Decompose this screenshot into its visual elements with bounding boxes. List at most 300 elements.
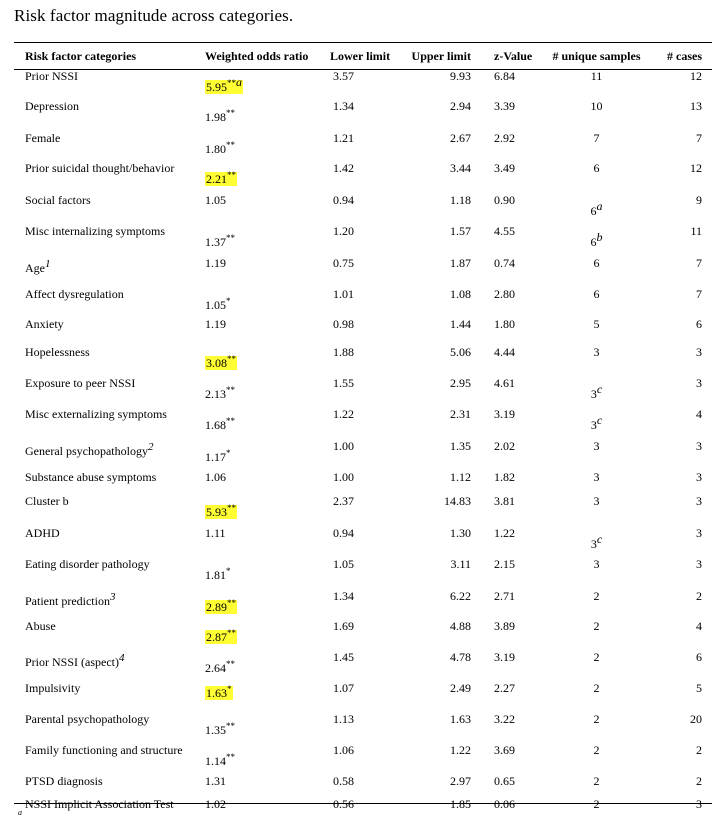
odds-ratio-cell xyxy=(194,681,319,712)
z-value-cell: 2.02 xyxy=(494,439,515,453)
cases-cell: 4 xyxy=(696,407,702,421)
unique-samples-value: 2 xyxy=(593,650,600,664)
cell-value-wrap xyxy=(25,69,78,83)
cell-value-wrap xyxy=(25,193,91,207)
cell-value-wrap xyxy=(205,797,226,811)
cell-value-wrap xyxy=(25,774,103,788)
odds-ratio-cell xyxy=(194,69,319,99)
unique-samples-cell xyxy=(539,557,654,589)
category-footnote-mark: 1 xyxy=(45,258,51,270)
upper-limit-cell: 3.11 xyxy=(450,557,471,571)
table-row xyxy=(14,256,712,287)
odds-ratio-value: 2.13 xyxy=(205,387,226,401)
odds-ratio-value-group xyxy=(205,797,226,811)
odds-ratio-cell xyxy=(194,797,319,822)
lower-limit-cell: 1.42 xyxy=(333,161,354,175)
lower-limit-cell: 1.05 xyxy=(333,557,354,571)
category-label: Prior suicidal thought/behavior xyxy=(25,161,175,175)
lower-limit-cell: 1.34 xyxy=(333,99,354,113)
table-row xyxy=(14,774,712,797)
category-cell xyxy=(14,376,194,407)
unique-samples-cell xyxy=(539,69,654,99)
table-row xyxy=(14,470,712,494)
table-row xyxy=(14,681,712,712)
cases-cell: 12 xyxy=(690,161,702,175)
cell-value-wrap xyxy=(25,317,64,331)
category-label: General psychopathology xyxy=(25,444,148,458)
cases-cell: 20 xyxy=(690,712,702,726)
upper-limit-cell: 1.22 xyxy=(450,743,471,757)
cell-value-wrap xyxy=(25,131,60,145)
highlighted-odds-ratio xyxy=(205,630,237,644)
table-row xyxy=(14,712,712,743)
upper-limit-cell: 2.67 xyxy=(450,131,471,145)
samples-footnote-mark: c xyxy=(596,382,603,396)
lower-limit-cell: 1.06 xyxy=(333,743,354,757)
category-cell xyxy=(14,407,194,439)
lower-limit-cell: 0.98 xyxy=(333,317,354,331)
odds-ratio-cell xyxy=(194,131,319,161)
odds-ratio-value-group xyxy=(205,298,231,312)
unique-samples-cell xyxy=(539,317,654,345)
header-odds-ratio: Weighted odds ratio xyxy=(205,48,309,63)
cases-cell: 3 xyxy=(696,439,702,453)
category-cell xyxy=(14,69,194,99)
upper-limit-cell: 2.31 xyxy=(450,407,471,421)
significance-mark: ** xyxy=(227,598,236,608)
z-value-cell: 6.84 xyxy=(494,69,515,83)
cell-value-wrap xyxy=(594,619,600,633)
odds-ratio-cell xyxy=(194,774,319,797)
odds-ratio-value: 1.63 xyxy=(206,686,227,700)
risk-factor-table xyxy=(14,43,712,822)
header-z-value: z-Value xyxy=(494,48,533,63)
unique-samples-value: 2 xyxy=(593,712,600,726)
table-row xyxy=(14,287,712,317)
upper-limit-cell: 1.44 xyxy=(450,317,471,331)
odds-ratio-cell xyxy=(194,650,319,681)
unique-samples-cell xyxy=(539,439,654,470)
cell-value-wrap xyxy=(591,99,603,113)
lower-limit-cell: 1.07 xyxy=(333,681,354,695)
cell-value-wrap xyxy=(205,439,231,464)
odds-ratio-value: 5.93 xyxy=(206,505,227,519)
upper-limit-cell: 9.93 xyxy=(450,69,471,83)
cases-cell: 3 xyxy=(696,470,702,484)
table-row xyxy=(14,797,712,822)
table-row xyxy=(14,557,712,589)
odds-ratio-value: 1.68 xyxy=(205,418,226,432)
odds-ratio-value-group xyxy=(205,110,235,124)
cell-value-wrap xyxy=(205,317,226,331)
upper-limit-cell: 6.22 xyxy=(450,589,471,603)
unique-samples-cell xyxy=(539,193,654,224)
unique-samples-value: 10 xyxy=(590,99,603,113)
odds-ratio-value-group xyxy=(205,774,226,788)
table-row xyxy=(14,589,712,619)
upper-limit-cell: 1.57 xyxy=(450,224,471,238)
cell-value-wrap xyxy=(205,774,226,788)
cell-value-wrap xyxy=(205,287,231,312)
odds-ratio-value-group xyxy=(205,568,231,582)
table-row xyxy=(14,650,712,681)
cases-cell: 3 xyxy=(696,526,702,540)
samples-footnote-mark: b xyxy=(596,230,603,244)
cell-value-wrap xyxy=(25,681,80,695)
upper-limit-cell: 1.12 xyxy=(450,470,471,484)
odds-ratio-value-group xyxy=(205,235,235,249)
cell-value-wrap xyxy=(591,193,603,218)
unique-samples-cell xyxy=(539,407,654,439)
odds-ratio-cell xyxy=(194,193,319,224)
lower-limit-cell: 1.55 xyxy=(333,376,354,390)
lower-limit-cell: 0.94 xyxy=(333,526,354,540)
cell-value-wrap xyxy=(205,345,237,370)
odds-ratio-cell xyxy=(194,256,319,287)
unique-samples-cell xyxy=(539,589,654,619)
cases-cell: 6 xyxy=(696,317,702,331)
cell-value-wrap xyxy=(25,797,174,811)
cell-value-wrap xyxy=(594,131,600,145)
unique-samples-value: 2 xyxy=(593,797,600,811)
z-value-cell: 3.22 xyxy=(494,712,515,726)
odds-ratio-value: 1.14 xyxy=(205,754,226,768)
upper-limit-cell: 5.06 xyxy=(450,345,471,359)
category-cell xyxy=(14,131,194,161)
table-caption: Risk factor magnitude across categories. xyxy=(14,6,294,25)
highlighted-odds-ratio xyxy=(205,75,243,94)
highlighted-odds-ratio xyxy=(205,505,237,519)
odds-ratio-cell xyxy=(194,526,319,557)
significance-mark: ** xyxy=(227,170,236,180)
upper-limit-cell: 1.30 xyxy=(450,526,471,540)
cell-value-wrap xyxy=(594,287,600,301)
unique-samples-value: 6 xyxy=(593,161,600,175)
cell-value-wrap xyxy=(205,557,231,582)
unique-samples-cell xyxy=(539,712,654,743)
significance-mark: ** xyxy=(227,503,236,513)
unique-samples-cell xyxy=(539,256,654,287)
significance-mark: ** xyxy=(227,354,236,364)
category-label: Exposure to peer NSSI xyxy=(25,376,136,390)
category-footnote-mark: 2 xyxy=(147,441,154,453)
unique-samples-value: 3 xyxy=(590,418,597,432)
odds-ratio-value: 1.35 xyxy=(205,723,226,737)
odds-ratio-cell xyxy=(194,557,319,589)
z-value-cell: 3.39 xyxy=(494,99,515,113)
cell-value-wrap xyxy=(25,470,156,484)
cases-cell: 7 xyxy=(696,287,702,301)
odds-ratio-cell xyxy=(194,407,319,439)
cell-value-wrap xyxy=(25,589,115,608)
significance-mark: * xyxy=(226,566,231,576)
lower-limit-cell: 1.69 xyxy=(333,619,354,633)
unique-samples-value: 5 xyxy=(593,317,600,331)
category-label: Age xyxy=(25,261,45,275)
cell-value-wrap xyxy=(25,712,149,726)
cell-value-wrap xyxy=(594,774,600,788)
cell-value-wrap xyxy=(205,131,235,156)
odds-ratio-value: 1.31 xyxy=(205,774,226,788)
cell-value-wrap xyxy=(594,317,600,331)
odds-ratio-cell xyxy=(194,619,319,650)
unique-samples-cell xyxy=(539,650,654,681)
category-cell xyxy=(14,345,194,376)
odds-ratio-value: 1.19 xyxy=(205,256,226,270)
cell-value-wrap xyxy=(25,650,124,669)
cell-value-wrap xyxy=(591,407,602,432)
odds-ratio-cell xyxy=(194,712,319,743)
odds-ratio-cell xyxy=(194,287,319,317)
category-cell xyxy=(14,287,194,317)
odds-ratio-value: 2.89 xyxy=(206,600,227,614)
category-footnote-mark: 3 xyxy=(109,591,116,603)
category-cell xyxy=(14,526,194,557)
unique-samples-cell xyxy=(539,681,654,712)
category-label: Eating disorder pathology xyxy=(25,557,150,571)
odds-ratio-cell xyxy=(194,376,319,407)
z-value-cell: 1.82 xyxy=(494,470,515,484)
cell-value-wrap xyxy=(25,407,167,421)
upper-limit-cell: 1.35 xyxy=(450,439,471,453)
significance-mark: * xyxy=(226,296,231,306)
cases-cell: 3 xyxy=(696,345,702,359)
unique-samples-value: 3 xyxy=(593,557,600,571)
significance-mark: ** xyxy=(227,628,236,638)
unique-samples-cell xyxy=(539,161,654,193)
significance-mark: ** xyxy=(226,721,235,731)
upper-limit-cell: 14.83 xyxy=(444,494,471,508)
upper-limit-cell: 1.87 xyxy=(450,256,471,270)
cases-cell: 5 xyxy=(696,681,702,695)
odds-ratio-value-group xyxy=(205,723,235,737)
table-row xyxy=(14,345,712,376)
upper-limit-cell: 2.95 xyxy=(450,376,471,390)
cell-value-wrap xyxy=(205,161,237,186)
cell-value-wrap xyxy=(594,589,600,603)
odds-ratio-value-group xyxy=(205,450,231,464)
table-row xyxy=(14,439,712,470)
odds-ratio-cell xyxy=(194,99,319,131)
category-cell xyxy=(14,224,194,256)
cell-value-wrap xyxy=(25,345,90,359)
z-value-cell: 3.19 xyxy=(494,650,515,664)
upper-limit-cell: 1.08 xyxy=(450,287,471,301)
cell-value-wrap xyxy=(205,470,226,484)
unique-samples-value: 2 xyxy=(593,743,600,757)
highlighted-odds-ratio xyxy=(205,600,237,614)
cell-value-wrap xyxy=(205,193,226,207)
odds-ratio-value: 1.81 xyxy=(205,568,226,582)
odds-ratio-value: 2.64 xyxy=(205,661,226,675)
cell-value-wrap xyxy=(205,494,237,519)
cell-value-wrap xyxy=(594,494,600,508)
lower-limit-cell: 0.94 xyxy=(333,193,354,207)
upper-limit-cell: 2.97 xyxy=(450,774,471,788)
category-label: Social factors xyxy=(25,193,91,207)
category-label: Prior NSSI xyxy=(25,69,79,83)
cell-value-wrap xyxy=(594,650,600,664)
cell-value-wrap xyxy=(25,494,69,508)
category-label: Misc externalizing symptoms xyxy=(25,407,167,421)
samples-footnote-mark: c xyxy=(596,413,603,427)
cell-value-wrap xyxy=(591,376,602,401)
category-label: Misc internalizing symptoms xyxy=(25,224,165,238)
odds-ratio-value-group xyxy=(205,526,226,540)
odds-ratio-value: 1.37 xyxy=(205,235,226,249)
lower-limit-cell: 1.34 xyxy=(333,589,354,603)
table-header-row xyxy=(14,43,712,69)
odds-ratio-value-group xyxy=(205,317,226,331)
cell-value-wrap xyxy=(25,557,150,571)
odds-ratio-value: 1.17 xyxy=(205,450,226,464)
odds-ratio-cell xyxy=(194,470,319,494)
cell-value-wrap xyxy=(594,345,600,359)
cell-value-wrap xyxy=(25,619,56,633)
lower-limit-cell: 0.58 xyxy=(333,774,354,788)
upper-limit-cell: 4.78 xyxy=(450,650,471,664)
z-value-cell: 4.44 xyxy=(494,345,515,359)
cell-value-wrap xyxy=(594,743,600,757)
category-cell xyxy=(14,743,194,774)
odds-ratio-value: 1.98 xyxy=(205,110,226,124)
cell-value-wrap xyxy=(25,743,183,757)
cell-value-wrap xyxy=(205,256,226,270)
category-cell xyxy=(14,317,194,345)
z-value-cell: 4.55 xyxy=(494,224,515,238)
unique-samples-value: 11 xyxy=(590,69,603,83)
category-label: Cluster b xyxy=(25,494,69,508)
unique-samples-cell xyxy=(539,224,654,256)
lower-limit-cell: 1.00 xyxy=(333,439,354,453)
odds-ratio-value: 1.19 xyxy=(205,317,226,331)
cell-value-wrap xyxy=(594,681,600,695)
odds-ratio-cell xyxy=(194,494,319,526)
cell-value-wrap xyxy=(594,439,600,453)
z-value-cell: 0.74 xyxy=(494,256,515,270)
odds-ratio-value: 2.87 xyxy=(206,630,227,644)
cases-cell: 9 xyxy=(696,193,702,207)
odds-ratio-footnote-mark: a xyxy=(236,75,242,89)
odds-ratio-value: 1.02 xyxy=(205,797,226,811)
cell-value-wrap xyxy=(25,224,165,238)
odds-ratio-value-group xyxy=(205,754,235,768)
cell-value-wrap xyxy=(25,526,60,540)
category-cell xyxy=(14,797,194,822)
category-label: Family functioning and structure xyxy=(25,743,183,757)
unique-samples-value: 2 xyxy=(593,681,600,695)
cases-cell: 2 xyxy=(696,589,702,603)
unique-samples-cell xyxy=(539,376,654,407)
table-row xyxy=(14,619,712,650)
unique-samples-cell xyxy=(539,797,654,822)
odds-ratio-value-group xyxy=(205,418,235,432)
unique-samples-cell xyxy=(539,131,654,161)
cases-cell: 11 xyxy=(690,224,702,238)
header-unique-samples: # unique samples xyxy=(552,48,641,63)
cell-value-wrap xyxy=(205,407,235,432)
upper-limit-cell: 1.18 xyxy=(450,193,471,207)
odds-ratio-value: 5.95 xyxy=(206,80,227,94)
table-row xyxy=(14,526,712,557)
category-cell xyxy=(14,494,194,526)
category-label: Substance abuse symptoms xyxy=(25,470,157,484)
cell-value-wrap xyxy=(205,526,226,540)
cell-value-wrap xyxy=(25,99,79,113)
category-label: Abuse xyxy=(25,619,56,633)
cell-value-wrap xyxy=(205,743,235,768)
table-row xyxy=(14,193,712,224)
header-lower-limit: Lower limit xyxy=(330,48,391,63)
table-row xyxy=(14,494,712,526)
table-row xyxy=(14,131,712,161)
cell-value-wrap xyxy=(594,797,600,811)
cell-value-wrap xyxy=(25,256,51,275)
category-cell xyxy=(14,619,194,650)
cell-value-wrap xyxy=(205,712,235,737)
cases-cell: 3 xyxy=(696,494,702,508)
category-cell xyxy=(14,681,194,712)
lower-limit-cell: 1.00 xyxy=(333,470,354,484)
category-label: Hopelessness xyxy=(25,345,90,359)
samples-footnote-mark: c xyxy=(596,532,603,546)
cell-value-wrap xyxy=(205,650,235,675)
z-value-cell: 2.15 xyxy=(494,557,515,571)
lower-limit-cell: 0.75 xyxy=(333,256,354,270)
cell-value-wrap xyxy=(594,712,600,726)
cases-cell: 13 xyxy=(690,99,702,113)
odds-ratio-value: 2.21 xyxy=(206,172,227,186)
significance-mark: * xyxy=(227,684,232,694)
z-value-cell: 2.92 xyxy=(494,131,515,145)
odds-ratio-value: 1.05 xyxy=(205,193,226,207)
cases-cell: 2 xyxy=(696,774,702,788)
unique-samples-value: 3 xyxy=(593,345,600,359)
upper-limit-cell: 3.44 xyxy=(450,161,471,175)
cell-value-wrap xyxy=(594,557,600,571)
table-row xyxy=(14,224,712,256)
upper-limit-cell: 2.94 xyxy=(450,99,471,113)
unique-samples-value: 2 xyxy=(593,619,600,633)
highlighted-odds-ratio xyxy=(205,356,237,370)
upper-limit-cell: 1.63 xyxy=(450,712,471,726)
unique-samples-cell xyxy=(539,287,654,317)
significance-mark: ** xyxy=(226,140,235,150)
lower-limit-cell: 1.20 xyxy=(333,224,354,238)
unique-samples-cell xyxy=(539,345,654,376)
odds-ratio-value: 1.05 xyxy=(205,298,226,312)
table-row xyxy=(14,407,712,439)
cell-value-wrap xyxy=(205,619,237,644)
unique-samples-cell xyxy=(539,99,654,131)
table-row xyxy=(14,99,712,131)
odds-ratio-cell xyxy=(194,317,319,345)
cases-cell: 6 xyxy=(696,650,702,664)
cell-value-wrap xyxy=(594,161,600,175)
odds-ratio-value: 1.80 xyxy=(205,142,226,156)
unique-samples-cell xyxy=(539,470,654,494)
cell-value-wrap xyxy=(25,439,153,458)
cases-cell: 12 xyxy=(690,69,702,83)
header-category: Risk factor categories xyxy=(25,48,137,63)
footnote-marker: a xyxy=(18,808,22,817)
samples-footnote-mark: a xyxy=(596,199,603,213)
cell-value-wrap xyxy=(25,287,124,301)
odds-ratio-cell xyxy=(194,224,319,256)
lower-limit-cell: 2.37 xyxy=(333,494,354,508)
category-label: Impulsivity xyxy=(25,681,81,695)
z-value-cell: 0.06 xyxy=(494,797,515,811)
